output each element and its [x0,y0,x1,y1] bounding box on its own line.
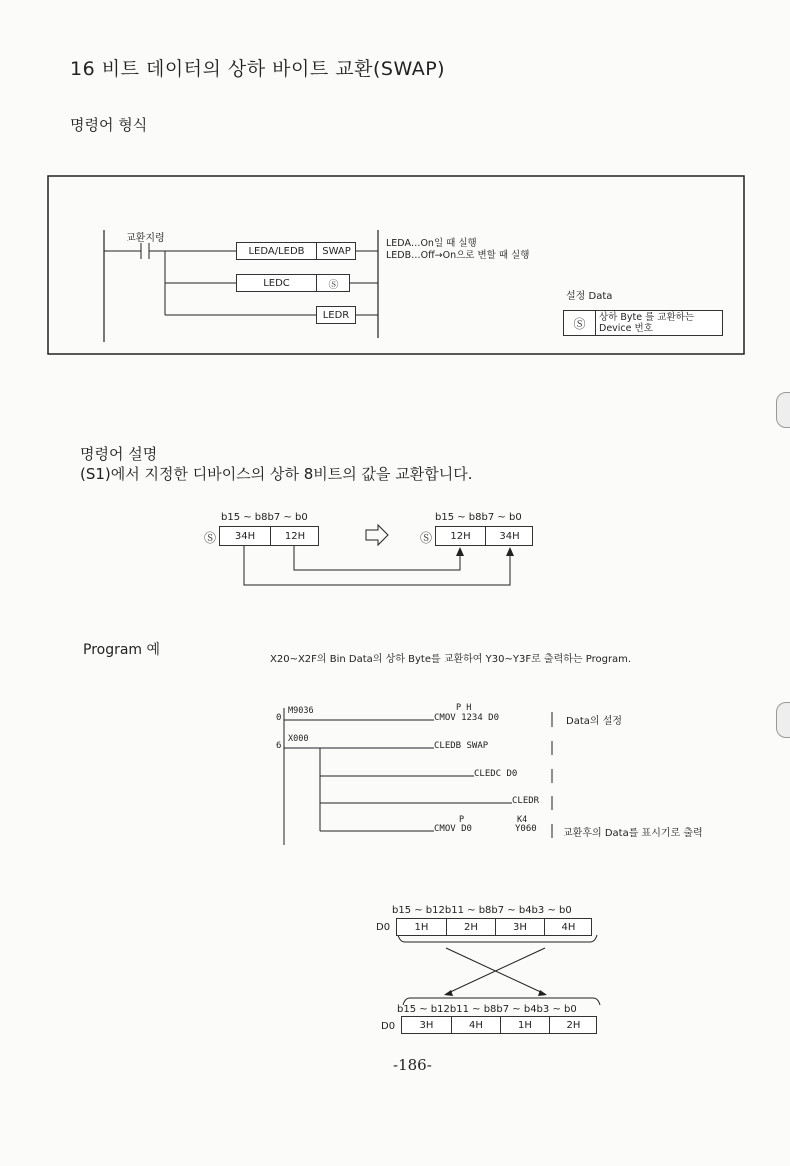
program-caption: X20~X2F의 Bin Data의 상하 Byte를 교환하여 Y30~Y3F로 출력하는 Program. [270,654,632,665]
binder-tab-1 [776,392,790,428]
x000-contact: X000 [288,734,309,744]
contact-label: 교환지령 [126,233,165,244]
program-title: Program 예 [83,642,161,658]
before-bit-header: b15 ~ b8b7 ~ b0 [221,512,308,523]
ledc-instr: CLEDC D0 [474,769,518,779]
instr-box-3 [316,306,356,324]
bottom-register-label: D0 [381,1021,396,1032]
before-symbol: Ⓢ [204,531,217,545]
mov2-note: 교환후의 Data를 표시기로 출력 [563,828,703,839]
setting-desc-line2: Device 번호 [599,323,653,334]
before-cell-high: 34H [234,530,256,542]
page-title: 16 비트 데이터의 상하 바이트 교환(SWAP) [70,58,446,80]
instr-box-2 [236,274,350,292]
format-notes [386,238,529,262]
mov-note: Data의 설정 [566,716,623,727]
note-1: LEDA…On일 때 실행 [386,238,477,249]
setting-box [563,310,723,336]
description-text: (S1)에서 지정한 디바이스의 상하 8비트의 값을 교환합니다. [80,465,473,483]
bottom-cell-2: 4H [451,1017,500,1033]
ledb-instr: CLEDB SWAP [434,741,489,751]
ledr-instr: CLEDR [512,796,540,806]
step-0: 0 [276,713,282,723]
after-register [435,526,533,546]
bottom-bit-header: b15 ~ b12b11 ~ b8b7 ~ b4b3 ~ b0 [397,1004,577,1015]
top-register-label: D0 [376,922,391,933]
binder-tab-2 [776,702,790,738]
setting-desc [595,311,723,335]
top-cell-1: 1H [414,921,429,933]
setting-title: 설정 Data [566,291,613,302]
top-cell-4: 4H [544,919,592,935]
top-cell-3: 3H [495,919,544,935]
instr-box-1 [236,242,356,260]
instr2-label: LEDC [263,277,290,289]
p-label: P [459,815,465,825]
top-bit-header: b15 ~ b12b11 ~ b8b7 ~ b4b3 ~ b0 [392,905,572,916]
bottom-cell-4: 2H [549,1017,597,1033]
top-register [396,918,592,936]
bottom-register [401,1016,597,1034]
top-cell-2: 2H [446,919,495,935]
after-cell-low: 34H [485,527,533,545]
mov2-instr: CMOV D0 [434,824,472,834]
instr3-label: LEDR [322,309,350,321]
step-6: 6 [276,741,282,751]
page-number: -186- [393,1056,432,1074]
mov-instr: CMOV 1234 D0 [434,713,500,723]
after-symbol: Ⓢ [420,531,433,545]
instr2-op: Ⓢ [316,275,350,291]
bottom-cell-3: 1H [500,1017,549,1033]
instr1-op: SWAP [316,243,356,259]
instr1-label: LEDA/LEDB [248,245,305,257]
note-2: LEDB…Off→On으로 변할 때 실행 [386,250,530,261]
setting-symbol: Ⓢ [573,316,586,331]
k4-label: K4 [517,815,528,825]
bottom-cell-1: 3H [419,1019,434,1031]
ph-label: P H [456,703,472,713]
before-register [219,526,319,546]
before-cell-low: 12H [270,527,319,545]
after-cell-high: 12H [450,530,471,542]
format-label: 명령어 형식 [70,116,148,134]
after-bit-header: b15 ~ b8b7 ~ b0 [435,512,522,523]
setting-desc-line1: 상하 Byte 를 교환하는 [599,312,695,323]
m9036-contact: M9036 [288,706,314,716]
y060-label: Y060 [515,824,537,834]
description-title: 명령어 설명 [80,445,158,463]
